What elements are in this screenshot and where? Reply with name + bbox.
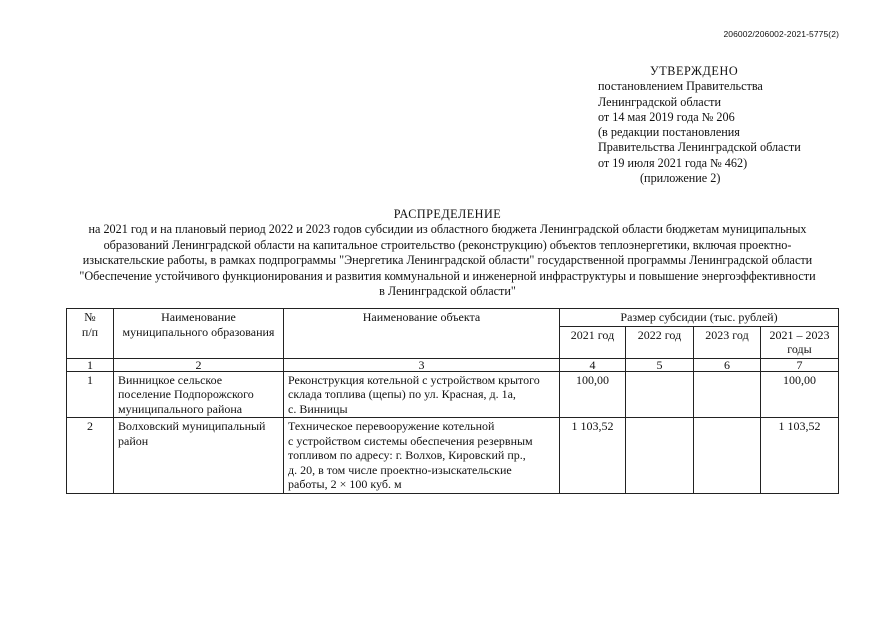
row-2022: [626, 371, 694, 418]
row-total: 1 103,52: [761, 418, 839, 494]
heading-line: изыскательские работы, в рамках подпрограммы "Энергетика Ленинградской области" государственной программы Ленинградской области: [82, 253, 813, 268]
row-object: Техническое перевооружение котельной с устройством системы обеспечения резервным топливом по адресу: г. Волхов, Кировский пр., д. 20, в том числе проектно-изыскательские работы, 2 × 100 куб. м: [284, 418, 560, 494]
index-cell: 6: [694, 358, 761, 371]
heading-line: "Обеспечение устойчивого функционирования и развития коммунальной и инженерной инфраструктуры и повышение энергоэффективности: [79, 268, 816, 283]
row-2021: 1 103,52: [560, 418, 626, 494]
header-municipality: Наименование муниципального образования: [114, 309, 284, 359]
index-row: [67, 358, 839, 371]
header-row: [67, 309, 839, 327]
heading-line: на 2021 год и на плановый период 2022 и 2023 годов субсидии из областного бюджета Ленинградской области бюджетам муниципальных: [88, 222, 807, 237]
heading-title: РАСПРЕДЕЛЕНИЕ: [393, 207, 502, 221]
approval-line: Правительства Ленинградской области: [598, 140, 801, 155]
index-cell: 5: [626, 358, 694, 371]
approval-line: от 14 мая 2019 года № 206: [598, 109, 735, 124]
appendix-label: (приложение 2): [640, 171, 721, 186]
index-cell: 7: [761, 358, 839, 371]
row-municipality: Волховский муниципальный район: [114, 418, 284, 494]
index-cell: 2: [114, 358, 284, 371]
index-cell: 1: [67, 358, 114, 371]
document-id: 206002/206002-2021-5775(2): [723, 29, 839, 39]
approval-line: (в редакции постановления: [598, 125, 740, 140]
row-2022: [626, 418, 694, 494]
row-2023: [694, 371, 761, 418]
header-num: № п/п: [67, 309, 114, 359]
row-2023: [694, 418, 761, 494]
row-total: 100,00: [761, 371, 839, 418]
approval-line: от 19 июля 2021 года № 462): [598, 155, 748, 170]
approval-line: постановлением Правительства: [598, 79, 763, 94]
subsidy-table: [66, 308, 839, 494]
index-cell: 3: [284, 358, 560, 371]
approval-line: Ленинградской области: [598, 94, 721, 109]
row-municipality: Винницкое сельское поселение Подпорожского муниципального района: [114, 371, 284, 418]
row-object: Реконструкция котельной с устройством крытого склада топлива (щепы) по ул. Красная, д. 1а, с. Винницы: [284, 371, 560, 418]
table-row: [67, 371, 839, 418]
row-num: 2: [67, 418, 114, 494]
approval-block: [598, 64, 801, 186]
header-total: 2021 – 2023 годы: [761, 326, 839, 358]
table-row: [67, 418, 839, 494]
row-num: 1: [67, 371, 114, 418]
index-cell: 4: [560, 358, 626, 371]
header-2022: 2022 год: [626, 326, 694, 358]
header-subsidy: Размер субсидии (тыс. рублей): [560, 309, 839, 327]
heading-line: образований Ленинградской области на капитальное строительство (реконструкцию) объектов теплоэнергетики, включая проектно-: [103, 237, 792, 252]
approval-title: УТВЕРЖДЕНО: [650, 64, 739, 78]
heading-line: в Ленинградской области": [379, 284, 516, 299]
header-object: Наименование объекта: [284, 309, 560, 359]
header-2021: 2021 год: [560, 326, 626, 358]
row-2021: 100,00: [560, 371, 626, 418]
header-2023: 2023 год: [694, 326, 761, 358]
document-heading: [60, 207, 835, 299]
